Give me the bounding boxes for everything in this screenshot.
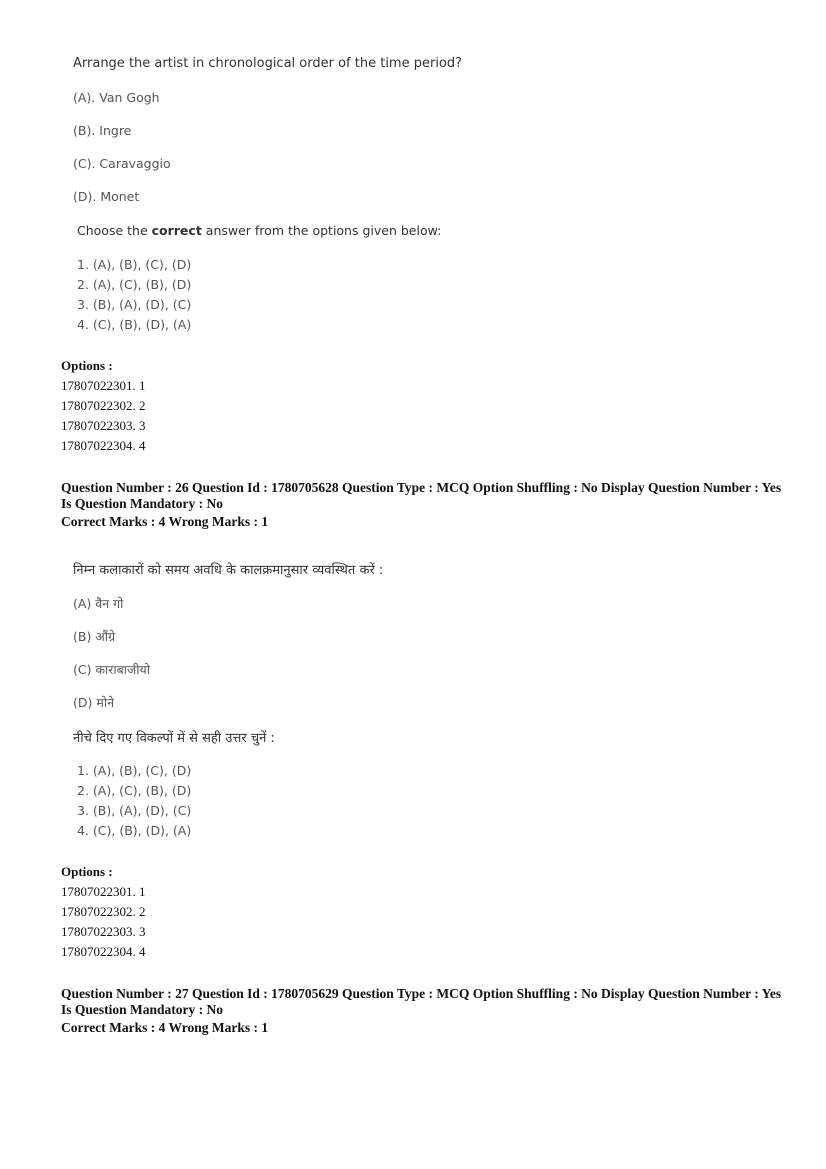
choice-2: 2. (A), (C), (B), (D) (77, 277, 192, 292)
item-d: (D). Monet (73, 189, 140, 204)
choice-3: 3. (B), (A), (D), (C) (77, 297, 192, 312)
choice-1: 1. (A), (B), (C), (D) (77, 763, 192, 778)
option-4: 17807022304. 4 (61, 944, 146, 959)
option-1: 17807022301. 1 (61, 884, 146, 899)
choice-2: 2. (A), (C), (B), (D) (77, 783, 192, 798)
question-text: Arrange the artist in chronological order of the time period? (73, 56, 463, 71)
option-2: 17807022302. 2 (61, 904, 146, 919)
options-label: Options : (61, 864, 113, 879)
question-27-header (61, 986, 791, 1036)
item-a: (A). Van Gogh (73, 90, 160, 105)
choice-1: 1. (A), (B), (C), (D) (77, 257, 192, 272)
choice-3: 3. (B), (A), (D), (C) (77, 803, 192, 818)
instruction: नीचे दिए गए विकल्पों में से सही उत्तर चुनें : (73, 731, 275, 746)
header-line-1: Question Number : 27 Question Id : 1780705629 Question Type : MCQ Option Shuffling : No Display Question Number : Yes (61, 986, 782, 1001)
item-d: (D) मोने (73, 695, 115, 710)
header-line-2: Is Question Mandatory : No (61, 496, 224, 511)
question-text: निम्न कलाकारों को समय अवधि के कालक्रमानुसार व्यवस्थित करें : (73, 563, 384, 578)
item-b: (B) औंग्रे (73, 629, 116, 644)
option-2: 17807022302. 2 (61, 398, 146, 413)
options-list-26 (61, 862, 146, 962)
instruction: Choose the correct answer from the options given below: (77, 223, 442, 238)
item-b: (B). Ingre (73, 123, 132, 138)
header-line-1: Question Number : 26 Question Id : 1780705628 Question Type : MCQ Option Shuffling : No Display Question Number : Yes (61, 480, 782, 495)
option-3: 17807022303. 3 (61, 418, 146, 433)
options-label: Options : (61, 358, 113, 373)
option-4: 17807022304. 4 (61, 438, 146, 453)
option-3: 17807022303. 3 (61, 924, 146, 939)
question-26-header (61, 480, 791, 530)
item-a: (A) वैन गो (73, 596, 124, 611)
item-c: (C) काराबाजीयो (73, 662, 151, 677)
choice-4: 4. (C), (B), (D), (A) (77, 823, 192, 838)
item-c: (C). Caravaggio (73, 156, 171, 171)
header-line-3: Correct Marks : 4 Wrong Marks : 1 (61, 1020, 269, 1035)
header-line-3: Correct Marks : 4 Wrong Marks : 1 (61, 514, 269, 529)
options-list-25 (61, 356, 146, 456)
option-1: 17807022301. 1 (61, 378, 146, 393)
choice-4: 4. (C), (B), (D), (A) (77, 317, 192, 332)
header-line-2: Is Question Mandatory : No (61, 1002, 224, 1017)
